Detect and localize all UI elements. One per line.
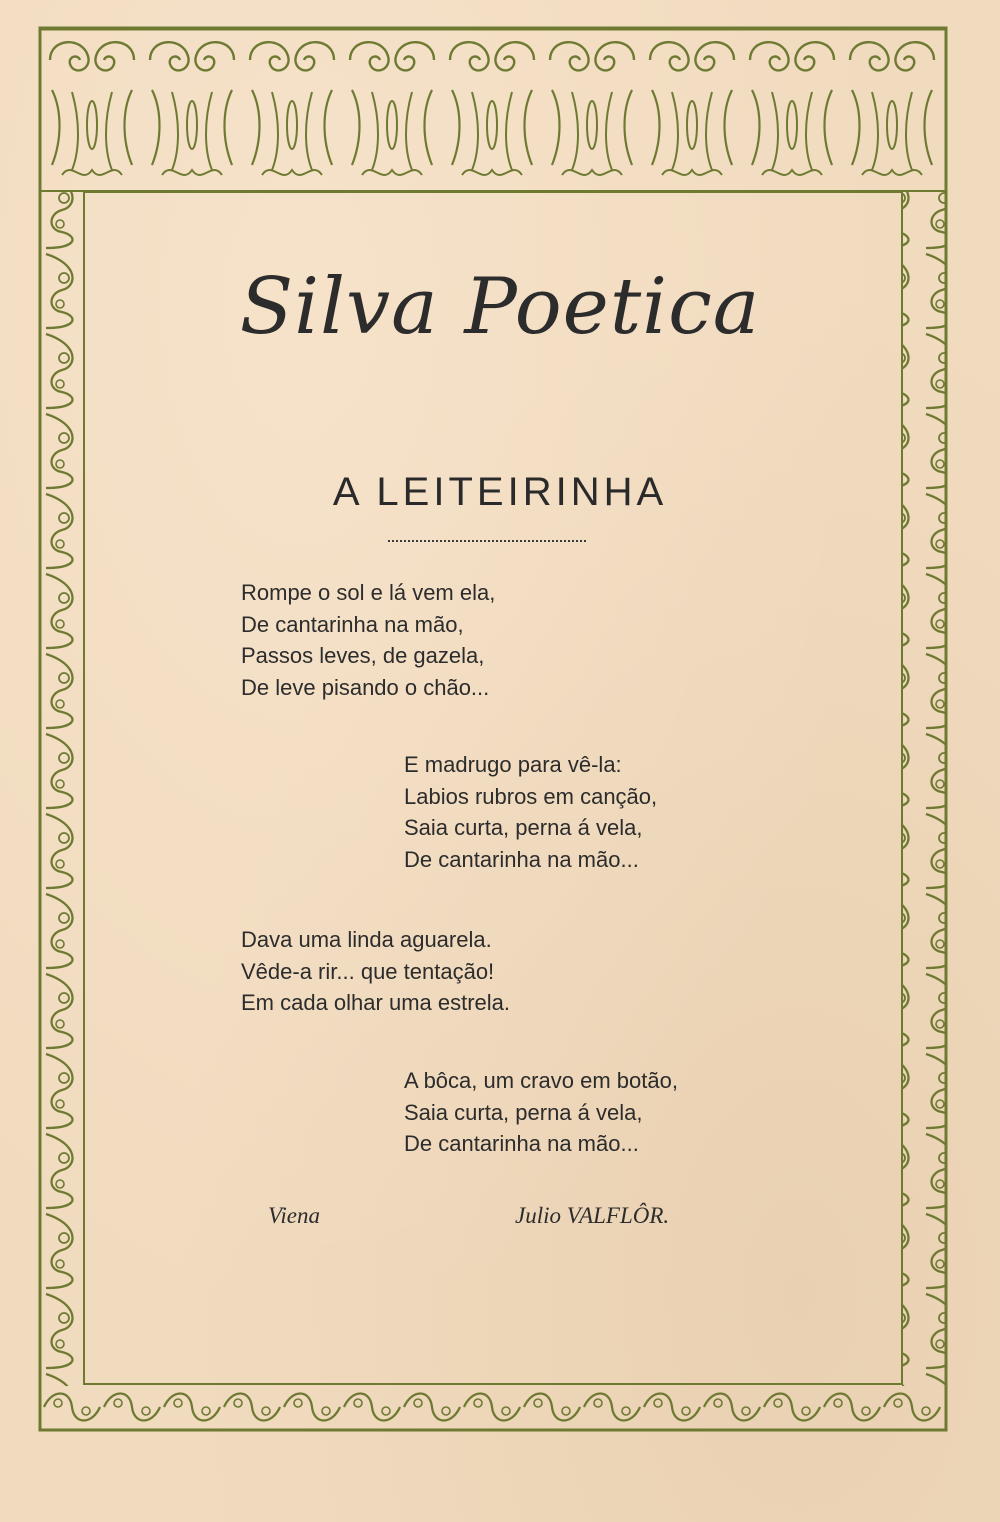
verse-line: De leve pisando o chão... — [241, 674, 490, 700]
verse-line: E madrugo para vê-la: — [404, 752, 622, 777]
verse-line: Dava uma linda aguarela. — [241, 927, 492, 952]
signature-place: Viena — [268, 1203, 320, 1228]
verse-line: De cantarinha na mão... — [404, 846, 639, 872]
page-title: Silva Poetica — [239, 262, 761, 352]
verse-line: Vêde-a rir... que tentação! — [241, 958, 495, 984]
title-divider — [388, 540, 586, 542]
verse-line: De cantarinha na mão... — [404, 1131, 639, 1156]
verse-line: Passos leves, de gazela, — [241, 643, 485, 668]
verse-line: Labios rubros em canção, — [404, 783, 658, 809]
signature-author: Julio VALFLÔR. — [515, 1203, 670, 1228]
verse-line: Em cada olhar uma estrela. — [241, 990, 511, 1015]
stanza-3 — [241, 924, 510, 1019]
verse-line: De cantarinha na mão, — [241, 611, 464, 637]
stanza-1 — [241, 577, 495, 703]
stanza-2 — [404, 749, 657, 875]
verse-line: Saia curta, perna á vela, — [404, 1099, 643, 1125]
verse-line: A bôca, um cravo em botão, — [404, 1068, 678, 1093]
verse-line: Rompe o sol e lá vem ela, — [241, 580, 496, 605]
poem-title: A LEITEIRINHA — [332, 470, 668, 514]
verse-line: Saia curta, perna á vela, — [404, 815, 643, 840]
stanza-4 — [404, 1065, 678, 1160]
